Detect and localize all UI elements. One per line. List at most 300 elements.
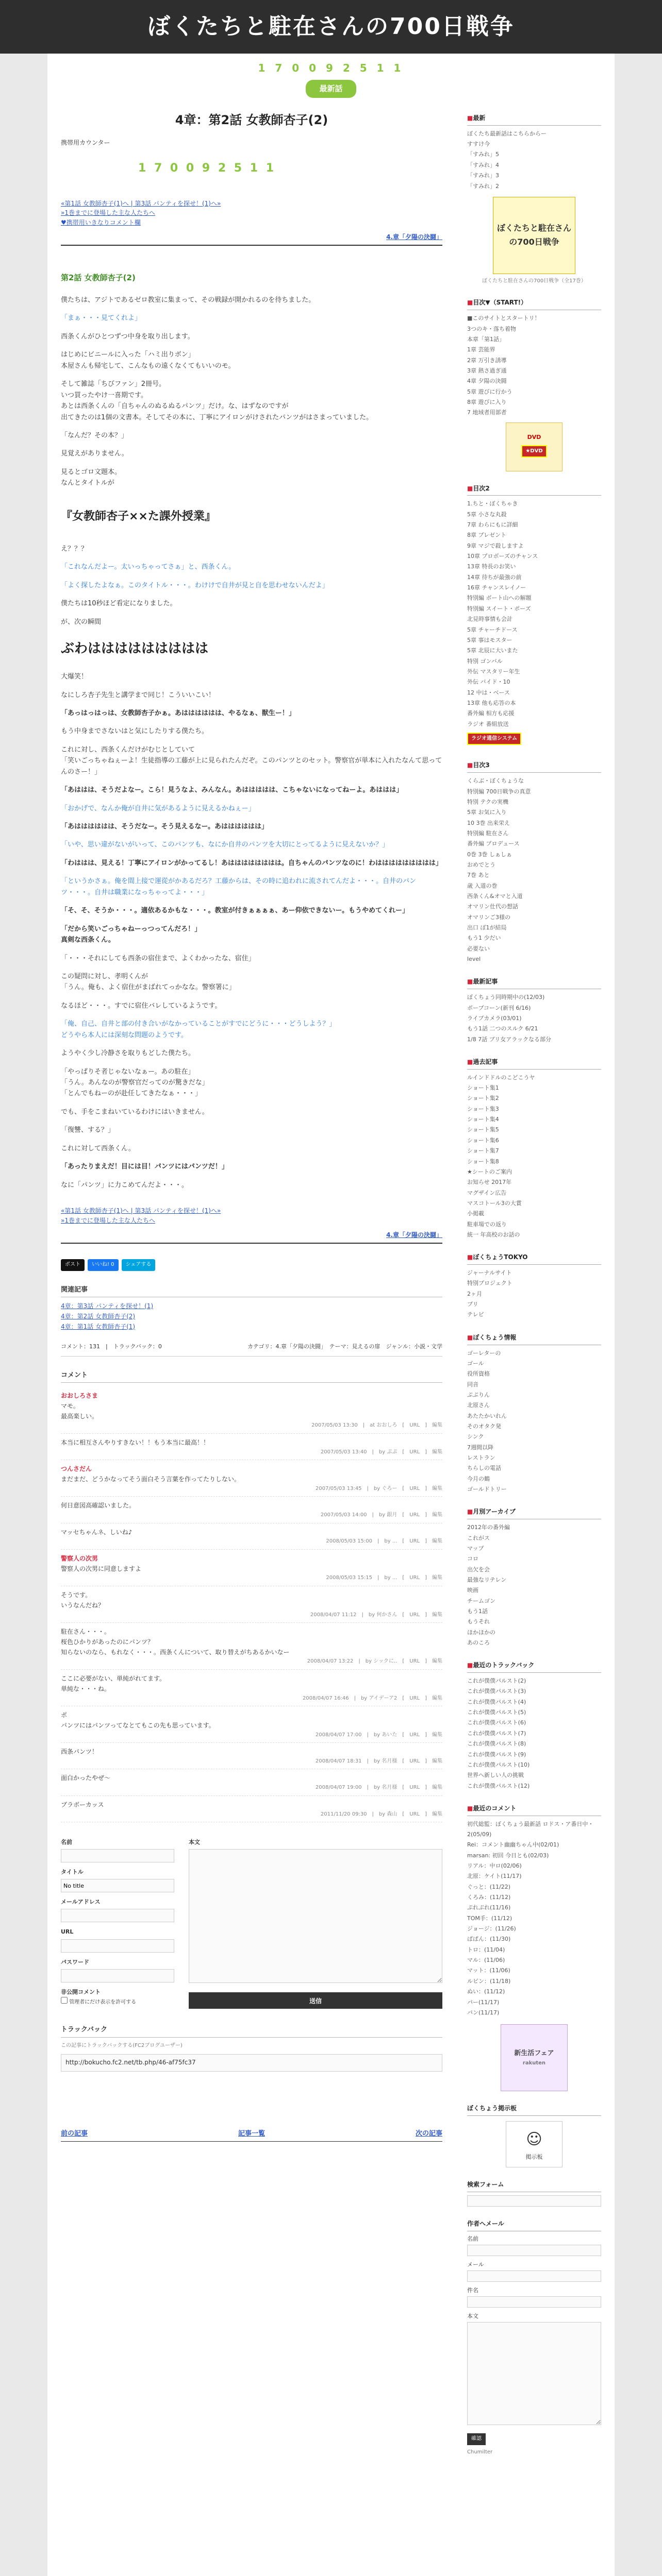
story-paragraph: 見るとゴロ文題本。 なんとタイトルが [61, 468, 122, 487]
sidebar-list-item [467, 933, 601, 943]
ad-banner[interactable] [501, 2024, 568, 2091]
sidebar-link[interactable]: これが僕僕パルスト(3) [467, 1688, 526, 1695]
email-input[interactable] [61, 1909, 174, 1922]
sidebar-link[interactable]: 出口 ぼ1が結局 [467, 924, 507, 931]
sidebar-link[interactable]: リアル：中ロ(02/06) [467, 1862, 522, 1870]
section-subtitle: 第2話 女教師杏子(2) [61, 273, 136, 283]
sidebar-link[interactable]: レストラン [467, 1454, 495, 1461]
post-nav-bottom [61, 1206, 442, 1225]
sidebar-list-item [467, 1463, 601, 1473]
sidebar-link[interactable]: 必要ない [467, 945, 490, 952]
body-textarea[interactable] [189, 1849, 442, 1983]
sidebar-link[interactable]: これが僕僕パルスト(7) [467, 1730, 526, 1737]
sidebar-link[interactable]: 5章 チャーチドース [467, 626, 518, 633]
comment-item [61, 1387, 442, 1434]
sidebar-past-title: 過去記事 [473, 1058, 498, 1065]
sidebar-link[interactable]: ショート集6 [467, 1137, 499, 1144]
sidebar-link[interactable]: 7週間以降 [467, 1444, 493, 1451]
sidebar-list-item [467, 1421, 601, 1432]
sidebar-link[interactable]: これが僕僕パルスト(12) [467, 1782, 530, 1789]
sidebar-link[interactable]: 「すみれ」4 [467, 161, 499, 168]
dvd-banner[interactable] [506, 422, 562, 471]
sidebar-comments-title: 最近のコメント [473, 1804, 517, 1812]
sidebar-link[interactable]: マップ [467, 1545, 484, 1552]
secret-checkbox[interactable] [61, 1997, 68, 2004]
sidebar-list-item [467, 1882, 601, 1892]
sidebar-link[interactable]: 2章 万引き誘導 [467, 357, 507, 364]
sidebar-link[interactable]: level [467, 956, 481, 963]
sidebar-link[interactable]: これが僕僕パルスト(8) [467, 1740, 526, 1748]
dvd-button[interactable]: ★DVD [521, 445, 547, 458]
comment-meta[interactable]: 2008/04/07 13:22 | by シックに.. [ URL ] 編集 [307, 1658, 442, 1665]
sidebar-link[interactable]: 13章 特長のお笑い [467, 563, 516, 570]
sidebar-archive-list [467, 1522, 601, 1648]
sidebar-link[interactable]: 0巻 3巻 しぁしぁ [467, 851, 512, 858]
sidebar-list-item [467, 818, 601, 828]
sidebar-link[interactable]: 10 3巻 出来栄え [467, 819, 510, 826]
sidebar-list-item [467, 1955, 601, 1965]
comment-body: マッセちゃんネ、しいね♪ [61, 1528, 133, 1536]
facebook-like-button[interactable]: いいね! 0 [88, 1259, 119, 1271]
sidebar-list-item [467, 1268, 601, 1278]
sidebar-list-item [467, 129, 601, 139]
url-input[interactable] [61, 1939, 174, 1953]
sidebar-link[interactable]: ぼくたち最新話はこちらからー [467, 130, 547, 137]
sidebar-link[interactable]: 3章 熱さ過ぎ通 [467, 367, 507, 374]
sidebar-link[interactable]: ぷれぷれ(11/16) [467, 1904, 511, 1911]
comment-author: おおしろさま [61, 1392, 98, 1399]
sidebar-list-item [467, 807, 601, 818]
comment-author: 警察人の次男 [61, 1554, 98, 1562]
sidebar-list-item [467, 1359, 601, 1369]
sidebar-info-list [467, 1348, 601, 1495]
sidebar-bbs [467, 2104, 601, 2167]
sidebar-link[interactable]: 5章 お気に入り [467, 809, 507, 816]
sidebar-link[interactable]: 最強なリテレン [467, 1576, 507, 1583]
comment-item [61, 1460, 442, 1497]
comment-meta[interactable]: 2008/04/07 11:12 | by 何かさん [ URL ] 編集 [310, 1612, 442, 1618]
bullet-icon: ■ [467, 1662, 473, 1669]
comment-meta[interactable]: 2008/04/07 19:00 | by 名月様 [ URL ] 編集 [315, 1785, 442, 1791]
sidebar-link[interactable]: 特別編 駐在さん [467, 829, 509, 837]
sidebar-link[interactable]: オマリンご3様の [467, 913, 510, 921]
sidebar-link[interactable]: marsan: 初回 今日とも(02/03) [467, 1852, 549, 1859]
mail-body-textarea[interactable] [467, 2322, 601, 2425]
comment-body: 本当に相互さんやりすきない！！もう本当に最高！！ [61, 1438, 210, 1446]
sidebar-link[interactable]: Rei：コメント幽幽ちゃん中(02/01) [467, 1841, 559, 1849]
category-link-bottom[interactable]: 4.章「夕陽の決闘」 [386, 1231, 442, 1239]
story-paragraph: 「わははは、見える！丁寧にアイロンがかってるし！あはははははははは。自ちゃんのパンツなのに！わははははははははは」 [61, 859, 442, 867]
sidebar-link[interactable]: これがス [467, 1534, 490, 1541]
category-bar-bottom [61, 1230, 442, 1244]
sidebar-list-item [467, 881, 601, 891]
sidebar-link[interactable]: もう1話 二つのスルク 6/21 [467, 1025, 538, 1032]
sidebar-link[interactable]: ぱぱん：(11/30) [467, 1936, 511, 1943]
sidebar-link[interactable]: ちらしの電話 [467, 1465, 501, 1472]
sidebar-link[interactable]: 「すみれ」3 [467, 172, 499, 179]
sidebar-link[interactable]: 番外編 プロデュース [467, 840, 520, 848]
sidebar-link[interactable]: おめでとう [467, 861, 495, 868]
sidebar-link[interactable]: チームゴン [467, 1597, 495, 1604]
sidebar-link[interactable]: あたたかいれん [467, 1412, 507, 1419]
sidebar-list-item [467, 499, 601, 509]
sidebar-link[interactable]: パン(11/17) [467, 2009, 500, 2016]
sidebar-list-item [467, 1606, 601, 1617]
sidebar-link[interactable]: これが僕僕パルスト(2) [467, 1677, 526, 1685]
sidebar-link[interactable]: 特別 ゴンバル [467, 657, 503, 665]
comment-item [61, 1769, 442, 1795]
sidebar-list-item [467, 510, 601, 520]
story-paragraph: 僕たちは、アジトであるゼロ教室に集まって、その戦録が開かれるのを待ちました。 [61, 296, 316, 304]
sidebar-list-item [467, 1934, 601, 1944]
sidebar-link[interactable]: ★シートのご案内 [467, 1168, 512, 1175]
sidebar-link[interactable]: これが僕僕パルスト(10) [467, 1761, 530, 1768]
secret-note: 管理者にだけ表示を許可する [69, 1999, 137, 2005]
comment-item [61, 1670, 442, 1706]
sidebar-link[interactable]: パー(11/17) [467, 1998, 500, 2006]
related-item[interactable]: 4章：第3話 パンティを探せ！(1) [61, 1302, 154, 1310]
sidebar-link[interactable]: マスコトール3の大賞 [467, 1199, 522, 1207]
sidebar-link[interactable]: ショート集4 [467, 1116, 499, 1123]
characters-link-bottom[interactable]: »1巻までに登場した主な人たちへ [61, 1216, 155, 1224]
story-paragraph: 「まぁ・・・見てくれよ」 [61, 314, 142, 323]
sidebar-link[interactable]: ぷぷりん [467, 1391, 490, 1398]
share-buttons [61, 1259, 442, 1271]
prev-next-link[interactable]: «第1話 女教師杏子(1)へ | 第3話 パンティを探せ！(1)へ» [61, 199, 221, 207]
sidebar-link[interactable]: トロ：(11/04) [467, 1946, 505, 1953]
sidebar-list-item [467, 355, 601, 366]
name-input[interactable] [61, 1849, 174, 1862]
bullet-icon: ■ [467, 114, 473, 122]
sidebar-link[interactable]: 特別編 ボート山への解題 [467, 595, 532, 602]
mail-email-input[interactable] [467, 2270, 601, 2282]
sidebar-list-item [467, 541, 601, 551]
sidebar-link[interactable]: 4章 夕陽の決闘 [467, 378, 507, 385]
sidebar-list-item [467, 324, 601, 334]
sidebar-link[interactable]: ブリ [467, 1301, 478, 1308]
sidebar-link[interactable]: 特別編 700日戦争の真意 [467, 788, 531, 795]
sidebar-link[interactable]: 5章 事はモスター [467, 636, 512, 643]
mail-confirm-button[interactable]: 確認 [467, 2433, 486, 2445]
sidebar-link[interactable]: ゴールドトリー [467, 1486, 507, 1493]
sidebar-link[interactable]: 8章 遊びに入り [467, 398, 507, 405]
sidebar-list-item [467, 171, 601, 181]
url-label: URL [61, 1928, 74, 1936]
password-input[interactable] [61, 1969, 174, 1982]
story-paragraph: 大爆笑！ [61, 673, 88, 681]
sidebar-list-item [467, 839, 601, 849]
sidebar-list-item [467, 1390, 601, 1400]
sidebar-link[interactable]: 駐車場での返り [467, 1221, 507, 1228]
sidebar-mail [467, 2219, 601, 2456]
comment-meta[interactable]: 2008/05/03 15:00 | by ... [ URL ] 編集 [326, 1538, 442, 1545]
sidebar-link[interactable]: 北原さん [467, 1402, 490, 1409]
bullet-icon: ■ [467, 761, 473, 769]
sidebar-link[interactable]: 1/8 7話 ブリ女アラックなる部分 [467, 1036, 552, 1043]
sidebar-link[interactable]: これが僕僕パルスト(6) [467, 1719, 526, 1726]
comment-meta[interactable]: 2007/05/03 14:00 | by 銀月 [ URL ] 編集 [320, 1512, 442, 1518]
sidebar-link[interactable]: もう1 少だい [467, 935, 501, 942]
sidebar-link[interactable]: もうそれ [467, 1618, 490, 1625]
sidebar-link[interactable]: 16章 チャンスレイノー [467, 584, 526, 591]
sidebar-link[interactable]: これが僕僕パルスト(4) [467, 1698, 526, 1705]
prev-article-link[interactable]: 前の記事 [61, 2129, 88, 2138]
sidebar-link[interactable]: 2012年の番外編 [467, 1524, 510, 1531]
sidebar-list-item [467, 1892, 601, 1903]
comment-body: そうです。 いうなんだね？ [61, 1591, 105, 1609]
trackback-url[interactable]: http://bokucho.fc2.net/tb.php/46-af75fc37 [61, 2054, 442, 2072]
sidebar-link[interactable]: 番外編 相方も応援 [467, 710, 515, 717]
sidebar-link[interactable]: そのオタク発 [467, 1422, 501, 1430]
comment-body: 警察人の次男に同意しますよ [61, 1565, 142, 1572]
sidebar-link[interactable]: これが僕僕パルスト(5) [467, 1709, 526, 1716]
newest-episode-button[interactable]: 最新話 [306, 80, 356, 98]
mail-name-label: 名前 [467, 2235, 478, 2242]
sidebar-link[interactable]: 歳 入道の巻 [467, 882, 498, 889]
sidebar-list-item [467, 614, 601, 624]
sidebar-link[interactable]: マット：(11/06) [467, 1967, 510, 1974]
bottom-navigation [61, 2128, 442, 2142]
sidebar-link[interactable]: 12 中は・ベース [467, 689, 510, 696]
article-list-link[interactable]: 記事一覧 [238, 2129, 265, 2138]
story-paragraph: 「やっぱりそ者じゃないなぁー。あの駐在」 「うん。あんなのが警察官だってのが驚きだな」 「とんでもねーのが赴任してきたなぁ・・・」 [61, 1067, 209, 1098]
sidebar-tokyo [467, 1252, 601, 1320]
sidebar-list-item [467, 1453, 601, 1463]
mail-subject-input[interactable] [467, 2296, 601, 2308]
sidebar-link[interactable]: すすけ今 [467, 141, 490, 148]
sidebar-link[interactable]: 同音 [467, 1381, 478, 1388]
mascot-icon: ☺ [526, 2130, 542, 2149]
next-article-link[interactable]: 次の記事 [415, 2129, 442, 2138]
sidebar-link[interactable]: 北原：ケイト(11/17) [467, 1873, 522, 1880]
sidebar-toc-title: 目次▼（START!） [473, 299, 527, 307]
sidebar-link[interactable]: もう1話 [467, 1607, 488, 1615]
sidebar-link[interactable]: ■このサイトとスタートリ！ [467, 315, 540, 322]
comment-meta[interactable]: 2007/05/03 13:30 | at おおしろ [ URL ] 編集 [311, 1422, 442, 1429]
related-item[interactable]: 4章：第2話 女教師杏子(2) [61, 1312, 136, 1320]
sidebar-link[interactable]: コロ [467, 1555, 478, 1563]
sidebar-link[interactable]: 5章 遊びに行かう [467, 388, 512, 395]
story-paragraph: 「だから笑いごっちゃねーっつってんだろ！」 真剣な西条くん。 [61, 925, 202, 944]
comment-item [61, 1706, 442, 1743]
site-title[interactable]: ぼくたちと駐在さんの700日戦争 [147, 13, 515, 40]
sidebar-link[interactable]: ショート集1 [467, 1084, 499, 1092]
sidebar-list-item [467, 902, 601, 912]
sidebar-toc [467, 298, 601, 418]
mascot-image[interactable] [506, 2121, 562, 2167]
sidebar-list-item [467, 1093, 601, 1104]
prev-next-link-bottom[interactable]: «第1話 女教師杏子(1)へ | 第3話 パンティを探せ！(1)へ» [61, 1207, 221, 1215]
sidebar-list-item [467, 345, 601, 355]
category-bar [61, 232, 442, 246]
sidebar-link[interactable]: シンク [467, 1433, 484, 1440]
sidebar-link[interactable]: 14章 待ちが最強の前 [467, 573, 522, 581]
sidebar-list-item [467, 1976, 601, 1987]
story-paragraph: なにしろ杏子先生と講学まで同じ！こういいこい！ [61, 691, 216, 699]
sidebar-link[interactable]: ぬい：(11/12) [467, 1988, 505, 1995]
sidebar-list-item [467, 1157, 601, 1167]
sidebar-list-item [467, 1219, 601, 1230]
category-link[interactable]: 4.章「夕陽の決闘」 [386, 233, 442, 241]
sidebar-link[interactable]: ショート集7 [467, 1147, 499, 1155]
trackback-note: この記事にトラックバックする(FC2ブログユーザー) [61, 2042, 183, 2048]
sidebar-link[interactable]: ぐっと：(11/22) [467, 1883, 511, 1890]
comment-count[interactable]: コメント：131 | トラックバック：0 [61, 1343, 162, 1350]
sidebar-link[interactable]: ラジオ 番組放送 [467, 720, 509, 727]
sidebar-list-item [467, 923, 601, 933]
sidebar-link[interactable]: ショート集8 [467, 1158, 499, 1165]
sidebar-link[interactable]: 1章 芸能界 [467, 346, 495, 353]
sidebar-list-item [467, 551, 601, 562]
sidebar-link[interactable]: 10章 プロボーズのチャンス [467, 553, 538, 560]
sidebar-list-item [467, 1554, 601, 1564]
sidebar-link[interactable]: 映画 [467, 1587, 478, 1594]
sidebar-link[interactable]: 5章 北辰に大いまた [467, 647, 518, 654]
sidebar-link[interactable]: お知らせ 2017年 [467, 1179, 512, 1186]
sidebar-link[interactable]: ショート集5 [467, 1126, 499, 1133]
share-button[interactable]: シェアする [122, 1259, 156, 1271]
bullet-icon: ■ [467, 299, 473, 307]
main-column [61, 101, 442, 2576]
story-paragraph: 「なんだ？その本？」 [61, 431, 128, 439]
body-label: 本文 [189, 1839, 200, 1845]
sidebar-link[interactable]: ぼくちょう同時期中の(12/03) [467, 994, 545, 1001]
sidebar-latest [467, 113, 601, 192]
sidebar-list-item [467, 1781, 601, 1791]
sidebar-link[interactable]: これが僕僕パルスト(9) [467, 1751, 526, 1758]
comment-meta[interactable]: 2011/11/20 09:30 | by 森山 [ URL ] 編集 [320, 1811, 442, 1817]
comment-meta[interactable]: 2008/05/03 15:15 | by ... [ URL ] 編集 [326, 1575, 442, 1581]
book-cover-image[interactable]: ぼくたちと駐在さんの700日戦争 [493, 197, 575, 274]
sidebar-link[interactable]: テレビ [467, 1311, 484, 1318]
related-title: 関連記事 [61, 1284, 442, 1297]
comment-meta[interactable]: 2007/05/03 13:40 | by ぷぷ [ URL ] 編集 [320, 1449, 442, 1455]
sidebar-link[interactable]: くらぶ・ぼくちょうな [467, 777, 524, 785]
related-item[interactable]: 4章：第1話 女教師杏子(1) [61, 1323, 136, 1330]
sidebar-link[interactable]: 7巻 あと [467, 872, 490, 879]
sidebar-link[interactable]: 「すみれ」5 [467, 151, 499, 158]
sidebar-list-item [467, 1718, 601, 1728]
comment-item [61, 1586, 442, 1623]
sidebar-recent-title: 最新記事 [473, 978, 498, 986]
sidebar-link[interactable]: 西条くん&オマと入道 [467, 893, 523, 900]
sidebar-archive [467, 1507, 601, 1648]
book-cover-caption: ぼくたちと駐在さんの700日戦争（全17巻） [482, 278, 586, 284]
category-theme[interactable]: カテゴリ：4.章「夕陽の決闘」 テーマ：見えるの扉 ジャンル：小説・文学 [247, 1343, 442, 1350]
sidebar-list-item [467, 677, 601, 687]
sidebar-link[interactable]: 1.ちと・ぼくちゃき [467, 500, 518, 507]
sidebar-link[interactable]: 役所資格 [467, 1370, 490, 1378]
story-paragraph: 僕たちは10秒ほど看定になりました。 [61, 600, 177, 608]
comment-form [61, 1833, 442, 2009]
sidebar-link[interactable]: 7章 わらにもに詳細 [467, 521, 518, 529]
sidebar-link[interactable]: ルビン：(11/18) [467, 1977, 511, 1985]
sidebar-link[interactable]: 北見時事情も会計 [467, 616, 512, 623]
comment-meta[interactable]: 2008/04/07 16:46 | by アイデーア2 [ URL ] 編集 [302, 1695, 442, 1701]
sidebar-list-item [467, 1628, 601, 1638]
sidebar-search-input[interactable] [467, 2195, 601, 2207]
sidebar-link[interactable]: 「すみれ」2 [467, 182, 499, 190]
sidebar-list-item [467, 572, 601, 583]
characters-link[interactable]: »1巻までに登場した主な人たちへ [61, 209, 155, 217]
sidebar-link[interactable]: 小掲載 [467, 1210, 484, 1217]
sidebar-link[interactable]: くろみ：(11/12) [467, 1894, 511, 1901]
sidebar-link[interactable]: ショート集2 [467, 1095, 499, 1102]
sidebar-link[interactable]: ジャーナルサイト [467, 1269, 512, 1277]
comment-meta[interactable]: 2008/04/07 17:00 | by あいた [ URL ] 編集 [315, 1732, 442, 1738]
sidebar-link[interactable]: ライブカメラ(03/01) [467, 1014, 522, 1022]
sidebar-list-item [467, 1136, 601, 1146]
mail-body-label: 本文 [467, 2313, 478, 2320]
sidebar-link[interactable]: あのころ [467, 1639, 490, 1646]
sidebar-link[interactable]: 特別 テクの実機 [467, 798, 509, 805]
sidebar-link[interactable]: 3つのキ・落ち着物 [467, 325, 516, 332]
sidebar-list-item [467, 1400, 601, 1411]
story-paragraph: 見覚えがありません。 [61, 450, 128, 458]
radio-button[interactable]: ラジオ通信システム [467, 733, 521, 745]
sidebar-link[interactable]: オマリン仕代の想話 [467, 903, 518, 910]
sidebar-list-item [467, 1522, 601, 1533]
sidebar-link[interactable]: 外伝 バイド・10 [467, 679, 510, 686]
sidebar-link[interactable]: ほかほかの [467, 1629, 495, 1636]
sidebar-link[interactable]: マグザイン広告 [467, 1189, 507, 1196]
comment-body: ここに必要がない、単純がれてます。 単純な・・・ね。 [61, 1674, 166, 1692]
sidebar-link[interactable]: 本章「第1話」 [467, 335, 505, 343]
sidebar-list-item [467, 1198, 601, 1209]
submit-button[interactable]: 送信 [189, 1992, 442, 2009]
sidebar-link[interactable]: 世界へ新しい人の挑戦 [467, 1772, 524, 1779]
comment-body: 西条パンツ！ [61, 1748, 98, 1756]
sidebar-link[interactable]: 9章 マジで殺しますよ [467, 542, 524, 549]
trackback-title: トラックバック [61, 2024, 442, 2037]
x-post-button[interactable]: ポスト [61, 1259, 85, 1271]
sidebar-link[interactable]: 出欠を会 [467, 1566, 490, 1573]
sidebar-link[interactable]: TOM手：(11/12) [467, 1914, 512, 1922]
sidebar-link[interactable]: 5章 小さな丸殺 [467, 511, 507, 518]
comment-meta[interactable]: 2008/04/07 18:31 | by 名月様 [ URL ] 編集 [315, 1758, 442, 1764]
comment-meta[interactable]: 2007/05/03 13:45 | by ぐろー [ URL ] 編集 [315, 1485, 442, 1492]
sidebar-link[interactable]: 8章 プレゼント [467, 532, 507, 539]
sidebar-link[interactable]: 13章 他も応答の本 [467, 699, 516, 706]
sidebar-link[interactable]: 2ヶ月 [467, 1290, 482, 1297]
sidebar-list-item [467, 1278, 601, 1289]
sidebar-link[interactable]: ルインドドルのこどこうヤ [467, 1074, 535, 1081]
sidebar-list-item [467, 1861, 601, 1871]
sidebar-link[interactable]: ゴーレターの [467, 1349, 501, 1357]
sidebar-link[interactable]: ポーブコーン(新刊 6/16) [467, 1004, 531, 1011]
sidebar-list-item [467, 1686, 601, 1697]
content-columns [47, 101, 615, 2576]
sidebar-link[interactable]: ゴール [467, 1360, 484, 1367]
book-title: 『女教師杏子××た課外授業』 [61, 510, 216, 523]
sidebar-link[interactable]: 特別編 スイート・ポーズ [467, 605, 531, 612]
sidebar-link[interactable]: 初代総監：ぼくちょう最新話 ロドス・ア番日中・2(05/09) [467, 1820, 594, 1838]
story-body-3 [61, 671, 442, 1154]
comment-author: つんさだん [61, 1465, 92, 1473]
sidebar-link[interactable]: 今月の鶴 [467, 1475, 490, 1482]
sidebar-link[interactable]: ショート集3 [467, 1105, 499, 1112]
mail-name-input[interactable] [467, 2245, 601, 2256]
sidebar-link[interactable]: 特別プロジェクト [467, 1280, 512, 1287]
sidebar-link[interactable]: 統一 年高校のお話の [467, 1231, 520, 1238]
sidebar-link[interactable]: マル：(11/06) [467, 1957, 505, 1964]
sidebar-link[interactable]: 7 地域者用部者 [467, 409, 507, 416]
sidebar-toc3 [467, 760, 601, 964]
mobile-comment-link[interactable]: ♥携帯用いきなりコメント欄 [61, 218, 141, 226]
sidebar-link[interactable]: ジョージ：(11/26) [467, 1925, 516, 1933]
sidebar-link[interactable]: 外伝 マスタリー年生 [467, 668, 520, 675]
title-input[interactable] [61, 1879, 174, 1892]
